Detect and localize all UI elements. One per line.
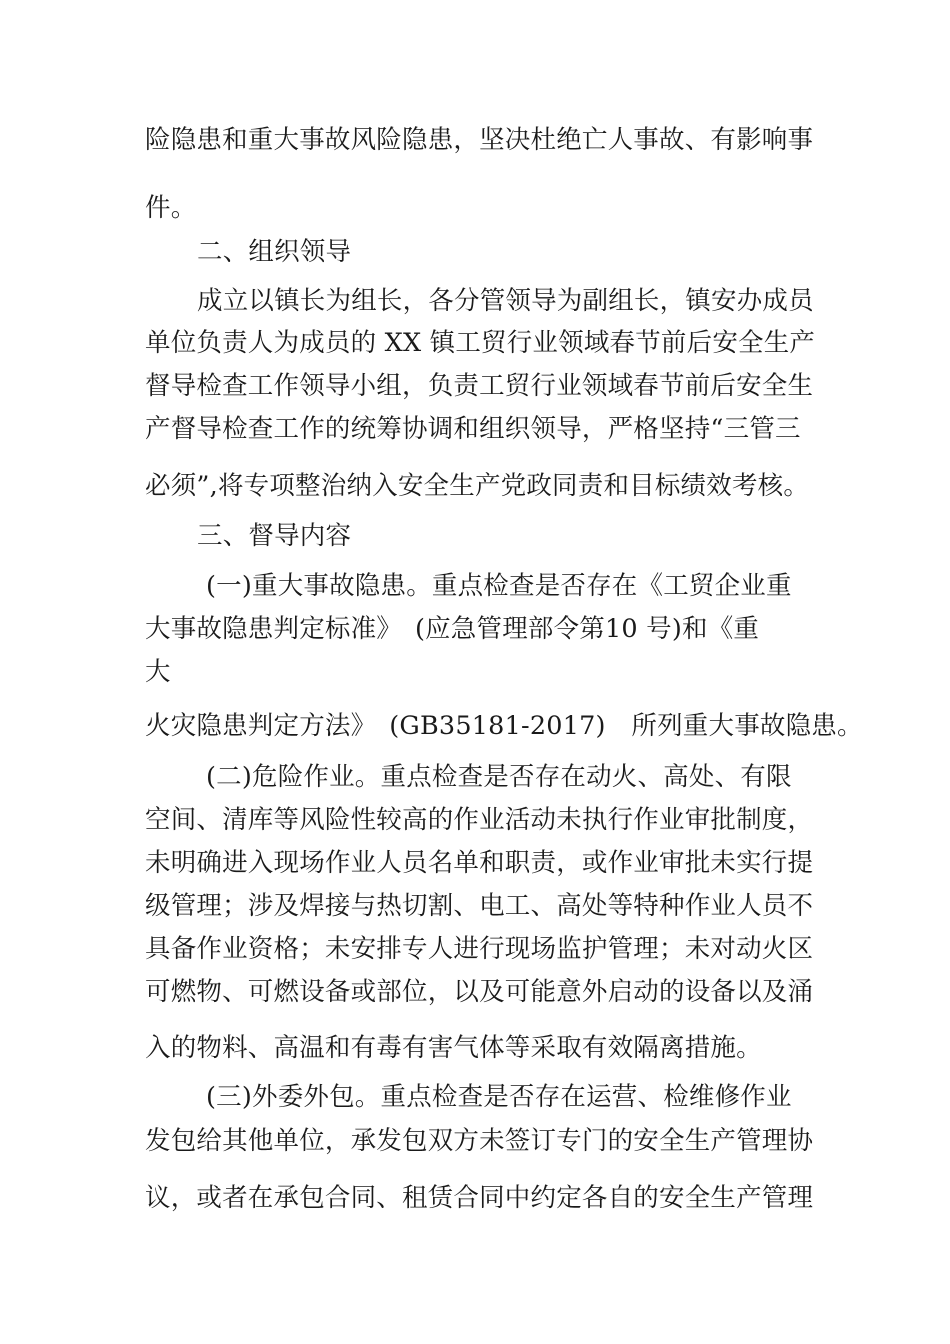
text-line: 险隐患和重大事故风险隐患，坚决杜绝亡人事故、有影响事 (145, 125, 814, 155)
text-line: 必须”,将专项整治纳入安全生产党政同责和目标绩效考核。 (145, 471, 810, 501)
text-line: (二)危险作业。重点检查是否存在动火、高处、有限 (206, 762, 792, 792)
text-line: 大事故隐患判定标准》 (应急管理部令第10 号)和《重 (145, 614, 760, 644)
text-line: 空间、清库等风险性较高的作业活动未执行作业审批制度， (145, 805, 814, 835)
text-line: (一)重大事故隐患。重点检查是否存在《工贸企业重 (206, 571, 792, 601)
text-line: 未明确进入现场作业人员名单和职责，或作业审批未实行提 (145, 848, 814, 878)
text-line: 火灾隐患判定方法》 (GB35181-2017) 所列重大事故隐患。 (145, 711, 863, 741)
text-line: 单位负责人为成员的 XX 镇工贸行业领域春节前后安全生产 (145, 328, 816, 358)
text-line: 成立以镇长为组长，各分管领导为副组长，镇安办成员 (197, 286, 814, 316)
section-heading: 二、组织领导 (197, 237, 352, 267)
text-line: 件。 (145, 193, 197, 223)
text-line: 级管理；涉及焊接与热切割、电工、高处等特种作业人员不 (145, 891, 814, 921)
text-line: 具备作业资格；未安排专人进行现场监护管理；未对动火区 (145, 934, 814, 964)
text-line: 入的物料、高温和有毒有害气体等采取有效隔离措施。 (145, 1033, 762, 1063)
text-line: 督导检查工作领导小组，负责工贸行业领域春节前后安全生 (145, 371, 814, 401)
text-line: 可燃物、可燃设备或部位，以及可能意外启动的设备以及涌 (145, 977, 814, 1007)
text-line: 发包给其他单位，承发包双方未签订专门的安全生产管理协 (145, 1126, 814, 1156)
section-heading: 三、督导内容 (197, 521, 352, 551)
text-line: 产督导检查工作的统筹协调和组织领导，严格坚持“三管三 (145, 414, 801, 444)
text-line: 议，或者在承包合同、租赁合同中约定各自的安全生产管理 (145, 1183, 814, 1213)
text-line: 大 (145, 657, 171, 687)
text-line: (三)外委外包。重点检查是否存在运营、检维修作业 (206, 1082, 792, 1112)
